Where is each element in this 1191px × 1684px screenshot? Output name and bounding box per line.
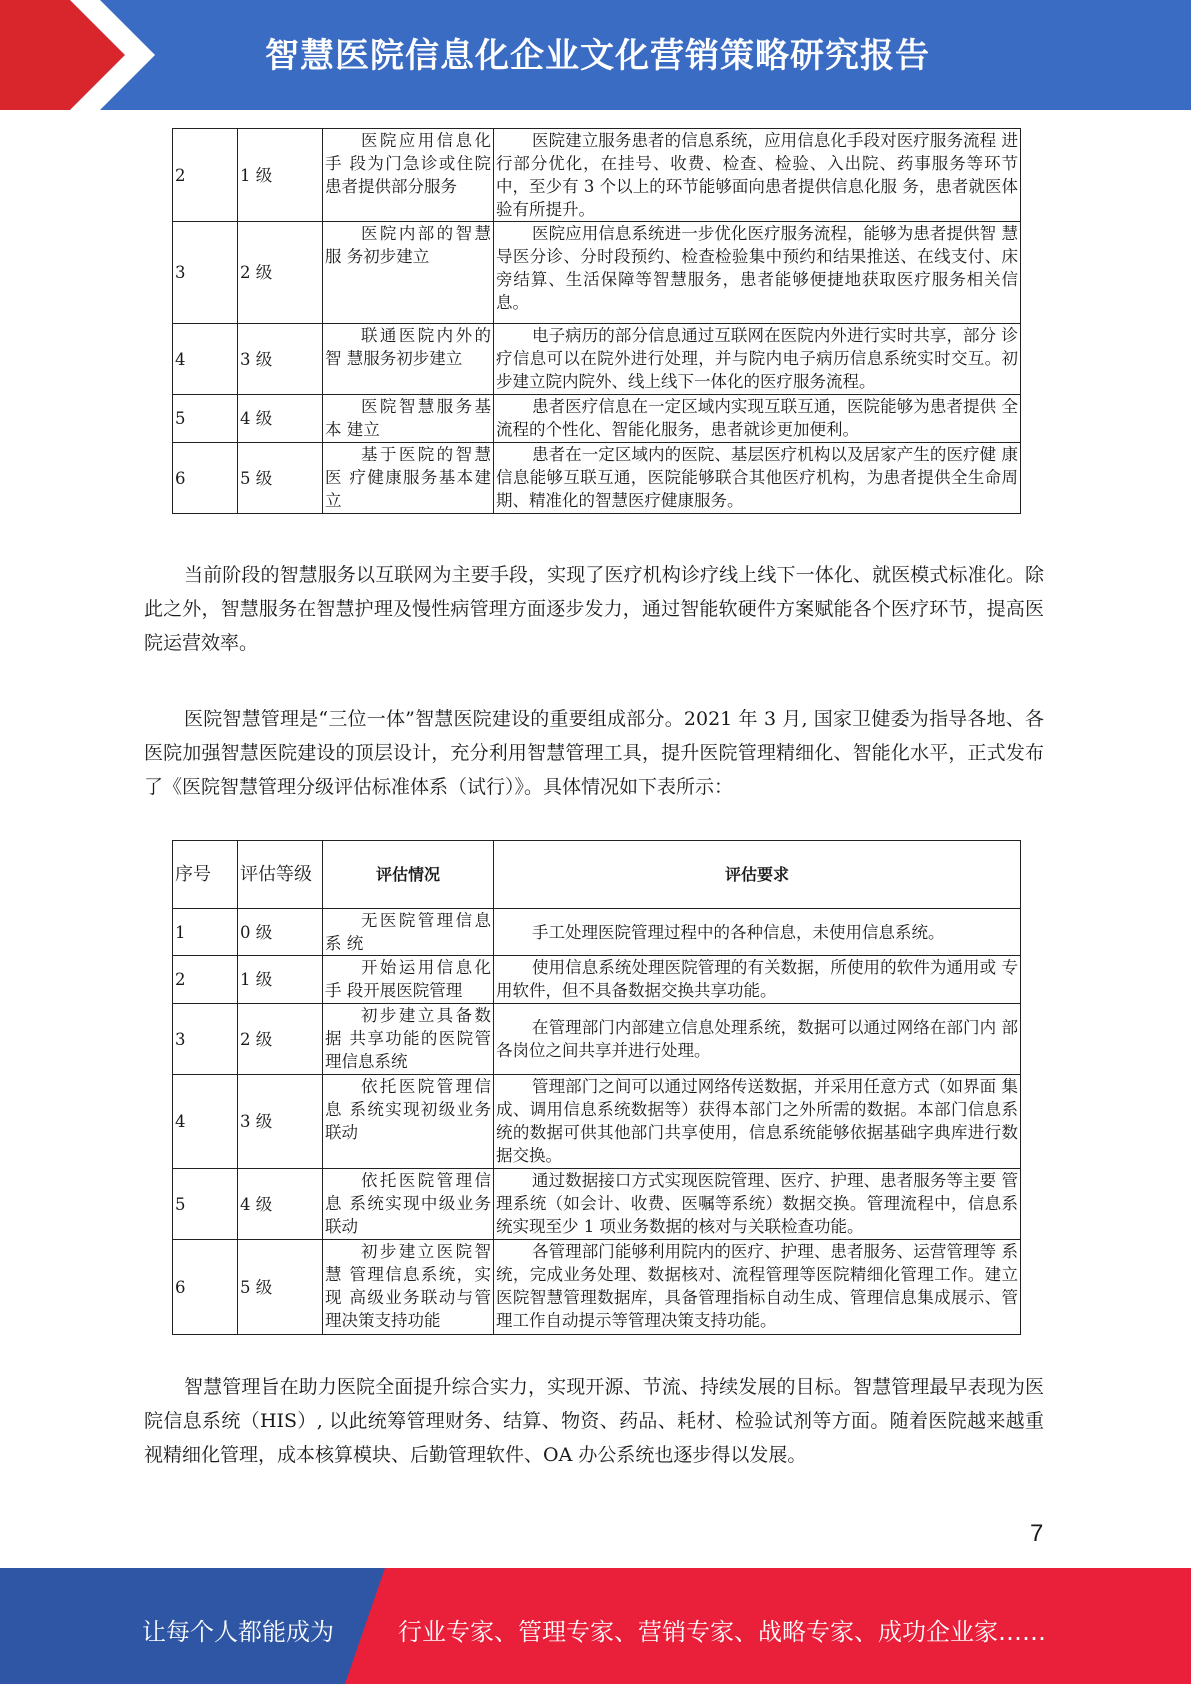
row-number: 5	[173, 395, 238, 443]
row-number: 5	[173, 1169, 238, 1240]
row-situation: 医院内部的智慧服 务初步建立	[323, 222, 494, 324]
header-banner	[0, 0, 1191, 110]
row-level: 0 级	[238, 909, 323, 956]
document-title: 智慧医院信息化企业文化营销策略研究报告	[265, 36, 930, 76]
row-number: 2	[173, 956, 238, 1004]
table-row	[173, 1240, 1021, 1335]
table-row	[173, 443, 1021, 514]
row-level: 3 级	[238, 1075, 323, 1169]
row-requirement: 通过数据接口方式实现医院管理、医疗、护理、患者服务等主要 管理系统（如会计、收费、医嘱等系统）数据交换。管理流程中，信息系统实现至少 1 项业务数据的核对与关联检查功能。	[494, 1169, 1021, 1240]
row-requirement: 各管理部门能够利用院内的医疗、护理、患者服务、运营管理等 系统，完成业务处理、数据核对、流程管理等医院精细化管理工作。建立医院智慧管理数据库，具备管理指标自动生成、管理信息集成展示、管理工作自动提示等管理决策支持功能。	[494, 1240, 1021, 1335]
row-number: 2	[173, 129, 238, 222]
row-situation: 医院智慧服务基本 建立	[323, 395, 494, 443]
row-requirement: 在管理部门内部建立信息处理系统，数据可以通过网络在部门内 部各岗位之间共享并进行处理。	[494, 1004, 1021, 1075]
row-level: 5 级	[238, 1240, 323, 1335]
row-level: 1 级	[238, 129, 323, 222]
row-situation: 医院应用信息化手 段为门急诊或住院 患者提供部分服务	[323, 129, 494, 222]
row-number: 4	[173, 324, 238, 395]
row-situation: 依托医院管理信息 系统实现中级业务 联动	[323, 1169, 494, 1240]
row-requirement: 患者在一定区域内的医院、基层医疗机构以及居家产生的医疗健 康信息能够互联互通，医院能够联合其他医疗机构，为患者提供全生命周期、精准化的智慧医疗健康服务。	[494, 443, 1021, 514]
row-requirement: 管理部门之间可以通过网络传送数据，并采用任意方式（如界面 集成、调用信息系统数据等）获得本部门之外所需的数据。本部门信息系统的数据可供其他部门共享使用，信息系统能够依据基础字典库进行数据交换。	[494, 1075, 1021, 1169]
smart-service-table	[172, 128, 1021, 514]
header-requirement: 评估要求	[494, 841, 1021, 909]
row-level: 2 级	[238, 222, 323, 324]
paragraph-smart-service: 当前阶段的智慧服务以互联网为主要手段，实现了医疗机构诊疗线上线下一体化、就医模式标准化。除此之外，智慧服务在智慧护理及慢性病管理方面逐步发力，通过智能软硬件方案赋能各个医疗环节，提高医院运营效率。	[144, 564, 1044, 654]
row-number: 3	[173, 222, 238, 324]
table-row	[173, 956, 1021, 1004]
footer-slogan-right: 行业专家、管理专家、营销专家、战略专家、成功企业家……	[398, 1618, 1046, 1646]
row-situation: 基于医院的智慧医 疗健康服务基本建 立	[323, 443, 494, 514]
table-row	[173, 1075, 1021, 1169]
table-row	[173, 909, 1021, 956]
row-situation: 开始运用信息化手 段开展医院管理	[323, 956, 494, 1004]
row-situation: 联通医院内外的智 慧服务初步建立	[323, 324, 494, 395]
row-level: 3 级	[238, 324, 323, 395]
row-number: 3	[173, 1004, 238, 1075]
smart-management-table	[172, 840, 1021, 1335]
row-number: 6	[173, 1240, 238, 1335]
table-row	[173, 129, 1021, 222]
row-level: 2 级	[238, 1004, 323, 1075]
row-level: 4 级	[238, 395, 323, 443]
header-num: 序号	[173, 841, 238, 909]
table-row	[173, 395, 1021, 443]
row-situation: 依托医院管理信息 系统实现初级业务 联动	[323, 1075, 494, 1169]
footer-slogan-left: 让每个人都能成为	[142, 1618, 334, 1646]
row-requirement: 医院建立服务患者的信息系统，应用信息化手段对医疗服务流程 进行部分优化，在挂号、收费、检查、检验、入出院、药事服务等环节中，至少有 3 个以上的环节能够面向患者提供信息化服 务，患者就医体验有所提升。	[494, 129, 1021, 222]
row-level: 1 级	[238, 956, 323, 1004]
row-level: 4 级	[238, 1169, 323, 1240]
header-situation: 评估情况	[323, 841, 494, 909]
header-level: 评估等级	[238, 841, 323, 909]
row-situation: 无医院管理信息系 统	[323, 909, 494, 956]
row-requirement: 医院应用信息系统进一步优化医疗服务流程，能够为患者提供智 慧导医分诊、分时段预约、检查检验集中预约和结果推送、在线支付、床旁结算、生活保障等智慧服务，患者能够便捷地获取医疗服务相关信息。	[494, 222, 1021, 324]
table-row	[173, 1004, 1021, 1075]
row-requirement: 使用信息系统处理医院管理的有关数据，所使用的软件为通用或 专用软件，但不具备数据交换共享功能。	[494, 956, 1021, 1004]
table-row	[173, 222, 1021, 324]
paragraph-management-history: 智慧管理旨在助力医院全面提升综合实力，实现开源、节流、持续发展的目标。智慧管理最早表现为医院信息系统（HIS）, 以此统筹管理财务、结算、物资、药品、耗材、检验试剂等方面。随着医院越来越重视精细化管理，成本核算模块、后勤管理软件、OA 办公系统也逐步得以发展。	[144, 1376, 1044, 1466]
header-chevron-graphic	[0, 0, 300, 110]
row-number: 6	[173, 443, 238, 514]
table-row	[173, 324, 1021, 395]
paragraph-smart-management: 医院智慧管理是“三位一体”智慧医院建设的重要组成部分。2021 年 3 月, 国家卫健委为指导各地、各医院加强智慧医院建设的顶层设计，充分利用智慧管理工具，提升医院管理精细化、智能化水平，正式发布了《医院智慧管理分级评估标准体系（试行）》。具体情况如下表所示：	[144, 708, 1044, 798]
table-header-row	[173, 841, 1021, 909]
footer-banner	[0, 1568, 1191, 1684]
row-requirement: 手工处理医院管理过程中的各种信息，未使用信息系统。	[494, 909, 1021, 956]
row-requirement: 电子病历的部分信息通过互联网在医院内外进行实时共享，部分 诊疗信息可以在院外进行处理，并与院内电子病历信息系统实时交互。初步建立院内院外、线上线下一体化的医疗服务流程。	[494, 324, 1021, 395]
row-level: 5 级	[238, 443, 323, 514]
row-number: 4	[173, 1075, 238, 1169]
page-number: 7	[1030, 1520, 1044, 1547]
row-situation: 初步建立具备数据 共享功能的医院管 理信息系统	[323, 1004, 494, 1075]
row-situation: 初步建立医院智慧 管理信息系统，实现 高级业务联动与管理决策支持功能	[323, 1240, 494, 1335]
row-number: 1	[173, 909, 238, 956]
table-row	[173, 1169, 1021, 1240]
row-requirement: 患者医疗信息在一定区域内实现互联互通，医院能够为患者提供 全流程的个性化、智能化服务，患者就诊更加便利。	[494, 395, 1021, 443]
